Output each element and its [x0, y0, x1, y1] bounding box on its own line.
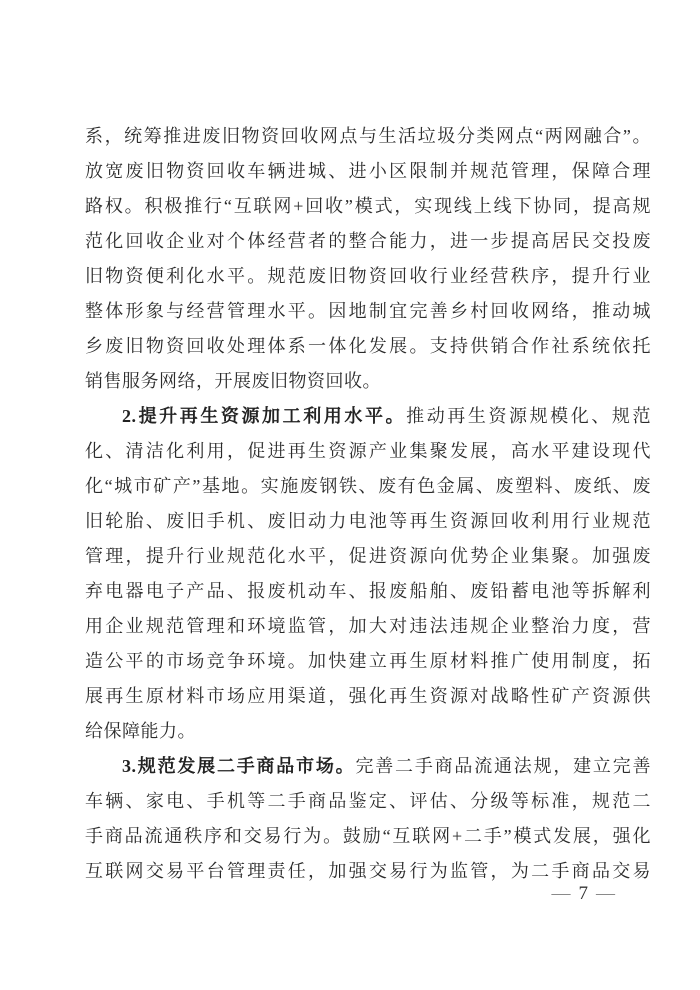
body-text: 给保障能力。 — [85, 721, 196, 741]
body-text: 范化回收企业对个体经营者的整合能力，进一步提高居民交投废 — [85, 231, 651, 251]
body-text: 旧轮胎、废旧手机、废旧动力电池等再生资源回收利用行业规范 — [85, 511, 651, 531]
text-line — [85, 189, 651, 224]
body-text: 路权。积极推行“互联网+回收”模式，实现线上线下协同，提高规 — [85, 196, 651, 216]
body-text: 化“城市矿产”基地。实施废钢铁、废有色金属、废塑料、废纸、废 — [85, 476, 651, 496]
body-text: 销售服务网络，开展废旧物资回收。 — [85, 371, 381, 391]
body-text: 放宽废旧物资回收车辆进城、进小区限制并规范管理，保障合理 — [85, 161, 651, 181]
text-line — [85, 574, 651, 609]
body-text: 用企业规范管理和环境监管，加大对违法违规企业整治力度，营 — [85, 616, 651, 636]
text-line — [85, 259, 651, 294]
text-line — [85, 819, 651, 854]
text-line — [85, 294, 651, 329]
text-line — [85, 469, 651, 504]
body-text: 手商品流通秩序和交易行为。鼓励“互联网+二手”模式发展，强化 — [85, 826, 651, 846]
body-text: 展再生原材料市场应用渠道，强化再生资源对战略性矿产资源供 — [85, 686, 651, 706]
body-text: 推动再生资源规模化、规范 — [406, 406, 651, 426]
text-line — [85, 539, 651, 574]
body-text: 互联网交易平台管理责任，加强交易行为监管，为二手商品交易 — [85, 861, 651, 881]
text-line — [85, 119, 651, 154]
text-line — [85, 154, 651, 189]
text-line — [85, 399, 651, 434]
text-line — [85, 364, 651, 399]
footer-dash-left: — — [551, 883, 571, 904]
page-number: 7 — [578, 883, 588, 904]
document-text — [85, 119, 651, 889]
text-line — [85, 644, 651, 679]
text-line — [85, 714, 651, 749]
body-text: 车辆、家电、手机等二手商品鉴定、评估、分级等标准，规范二 — [85, 791, 651, 811]
body-text: 造公平的市场竞争环境。加快建立再生原材料推广使用制度，拓 — [85, 651, 651, 671]
page-footer — [552, 883, 616, 905]
text-line — [85, 679, 651, 714]
body-text: 整体形象与经营管理水平。因地制宜完善乡村回收网络，推动城 — [85, 301, 651, 321]
text-line — [85, 784, 651, 819]
body-text: 弃电器电子产品、报废机动车、报废船舶、废铅蓄电池等拆解利 — [85, 581, 651, 601]
paragraph-heading: 3.规范发展二手商品市场。 — [122, 756, 356, 776]
text-line — [85, 609, 651, 644]
text-line — [85, 749, 651, 784]
text-line — [85, 434, 651, 469]
text-line — [85, 504, 651, 539]
paragraph-heading: 2.提升再生资源加工利用水平。 — [122, 406, 407, 426]
text-line — [85, 329, 651, 364]
body-text: 乡废旧物资回收处理体系一体化发展。支持供销合作社系统依托 — [85, 336, 651, 356]
text-line — [85, 224, 651, 259]
body-text: 管理，提升行业规范化水平，促进资源向优势企业集聚。加强废 — [85, 546, 651, 566]
body-text: 旧物资便利化水平。规范废旧物资回收行业经营秩序，提升行业 — [85, 266, 651, 286]
body-text: 化、清洁化利用，促进再生资源产业集聚发展，高水平建设现代 — [85, 441, 651, 461]
body-text: 完善二手商品流通法规，建立完善 — [355, 756, 651, 776]
body-text: 系，统筹推进废旧物资回收网点与生活垃圾分类网点“两网融合”。 — [85, 126, 651, 146]
footer-dash-right: — — [596, 883, 615, 904]
